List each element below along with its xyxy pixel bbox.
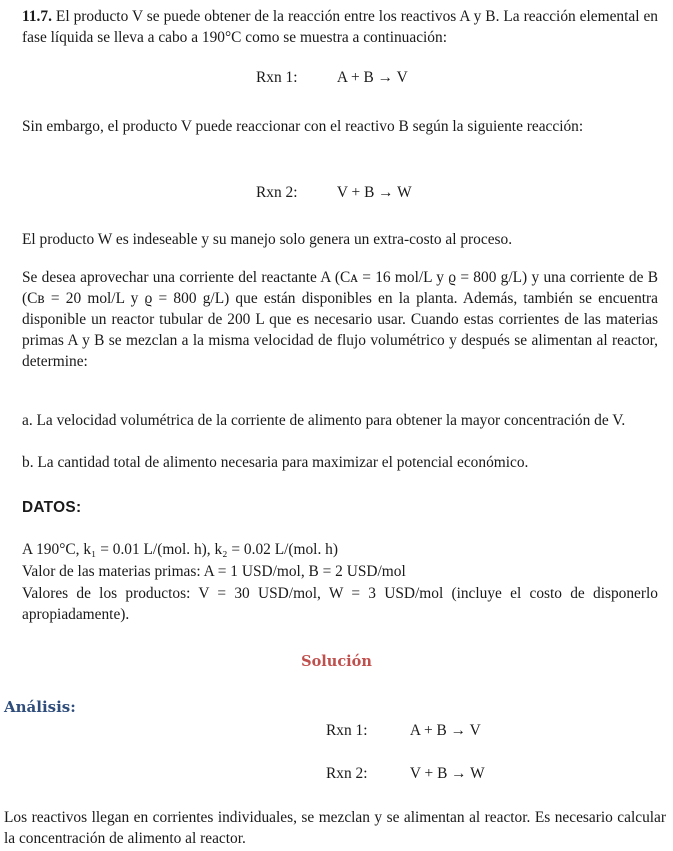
reaction-2 <box>256 182 412 203</box>
reaction-1-label: Rxn 1: <box>256 69 298 86</box>
reaction-1-equation: A + B → V <box>336 69 408 86</box>
solution-reaction-1-equation: A + B → V <box>409 722 481 739</box>
undesired-product-text: El producto W es indeseable y su manejo solo genera un extra-costo al proceso. <box>22 231 513 248</box>
problem-number: 11.7. <box>22 8 52 25</box>
closing-paragraph: Los reactivos llegan en corrientes individuales, se mezclan y se alimentan al reactor. Es necesario calcular la concentración de alimento al reactor. <box>4 809 666 847</box>
datos-heading: DATOS: <box>22 499 82 516</box>
datos-line-3: Valores de los productos: V = 30 USD/mol, W = 3 USD/mol (incluye el costo de disponerlo apropiadamente). <box>22 585 658 623</box>
question-b: b. La cantidad total de alimento necesaria para maximizar el potencial económico. <box>22 454 529 471</box>
solution-reaction-1-label: Rxn 1: <box>326 722 368 739</box>
solution-reaction-2 <box>326 763 485 784</box>
solution-reaction-2-equation: V + B → W <box>409 765 485 782</box>
reaction-1 <box>256 67 408 88</box>
solution-heading: Solución <box>301 653 372 670</box>
problem-intro <box>22 6 658 48</box>
context-paragraph: Se desea aprovechar una corriente del reactante A (Cᴀ = 16 mol/L y ϱ = 800 g/L) y una corriente de B (Cʙ = 20 mol/L y ϱ = 800 g/L) que están disponibles en la planta. Además, también se encuentra disponible un reactor tubular de 200 L que es necesario usar. Cuando estas corrientes de las materias primas A y B se mezclan a la misma velocidad de flujo volumétrico y después se alimentan al reactor, determine: <box>22 269 658 370</box>
datos-line-1: A 190°C, k₁ = 0.01 L/(mol. h), k₂ = 0.02 L/(mol. h) <box>22 541 338 558</box>
datos-line-2: Valor de las materias primas: A = 1 USD/mol, B = 2 USD/mol <box>22 563 406 580</box>
solution-reaction-2-label: Rxn 2: <box>326 765 368 782</box>
analysis-heading: Análisis: <box>4 698 76 716</box>
second-reaction-text: Sin embargo, el producto V puede reaccionar con el reactivo B según la siguiente reacción: <box>22 118 584 135</box>
reaction-2-equation: V + B → W <box>336 184 412 201</box>
reaction-2-label: Rxn 2: <box>256 184 298 201</box>
solution-reaction-1 <box>326 720 481 741</box>
question-a: a. La velocidad volumétrica de la corriente de alimento para obtener la mayor concentración de V. <box>22 412 626 429</box>
problem-intro-text: El producto V se puede obtener de la reacción entre los reactivos A y B. La reacción elemental en fase líquida se lleva a cabo a 190°C como se muestra a continuación: <box>22 8 658 46</box>
